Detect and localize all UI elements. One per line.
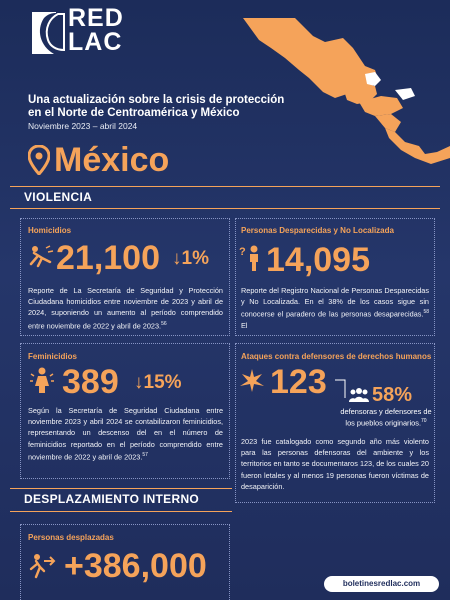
brand-line-1: RED [68, 4, 124, 32]
section-rule [10, 488, 232, 489]
section-violencia-title: VIOLENCIA [24, 190, 93, 204]
homicidios-trend: ↓1% [172, 248, 209, 269]
ataques-sub-caption: defensoras y defensores de los pueblos originarios. [340, 407, 432, 428]
desaparecidas-description [241, 285, 429, 331]
homicide-icon [28, 244, 54, 270]
section-rule [10, 208, 440, 209]
homicidios-value: 21,100 [56, 239, 160, 277]
feminicidios-value: 389 [62, 363, 119, 401]
homicidios-label: Homicidios [28, 226, 72, 235]
brand-name [68, 6, 124, 54]
country-name: México [54, 141, 170, 179]
location-pin-icon [28, 145, 50, 175]
section-desplazamiento-title: DESPLAZAMIENTO INTERNO [24, 492, 200, 506]
footer-url[interactable]: boletinesredlac.com [324, 576, 439, 592]
feminicidios-text: Según la Secretaría de Seguridad Ciudadana entre noviembre 2023 y abril 2024 se contabilizaron feminicidios, representando un descenso del en el número de feminicidios reportado en el período comprendido entre noviembre de 2022 y abril de 2023. [28, 406, 223, 462]
homicidios-text: Reporte de La Secretaría de Seguridad y Protección Ciudadana homicidios entre noviembre de 2023 y abril de 2024, suponiendo un aumento al período comprendido entre noviembre de 2022 y abril de 2023. [28, 286, 223, 331]
report-date-range: Noviembre 2023 – abril 2024 [28, 121, 138, 131]
ataques-sub-ref: 70 [421, 417, 427, 424]
ataques-sub-text [338, 408, 434, 428]
femicide-icon [28, 366, 56, 394]
homicidios-ref: 56 [161, 320, 167, 327]
feminicidios-ref: 57 [142, 451, 148, 458]
ataques-value: 123 [270, 363, 327, 401]
missing-person-icon [238, 244, 262, 272]
country-heading [28, 140, 169, 180]
desaparecidas-text: Reporte del Registro Nacional de Personas Desparecidas y No Localizada. En el 38% de los casos sigue sin conocerse el paradero de las personas desaparecidas. [241, 286, 429, 319]
desaparecidas-label: Personas Desparecidas y No Localizada [241, 226, 394, 235]
desplazadas-label: Personas desplazadas [28, 533, 114, 542]
displaced-person-icon [28, 553, 56, 579]
section-rule [10, 186, 440, 187]
group-icon [348, 388, 370, 404]
logo-mark-icon [30, 10, 70, 56]
feminicidios-description [28, 405, 223, 462]
brand-line-2: LAC [68, 28, 123, 56]
desaparecidas-value: 14,095 [266, 241, 370, 279]
desaparecidas-tail: El [241, 321, 248, 331]
report-title: Una actualización sobre la crisis de protección en el Norte de Centroamérica y México [28, 94, 285, 119]
ataques-description: 2023 fue catalogado como segundo año más violento para las personas defensoras del ambiente y los territorios en tanto se documentaros 123, de los cuales 20 fueron letales y al menos 19 personas fueron víctimas de desaparición. [241, 437, 429, 491]
feminicidios-trend: ↓15% [134, 372, 182, 393]
attack-icon [238, 366, 266, 394]
svg-text:?: ? [239, 246, 246, 258]
homicidios-description [28, 285, 223, 331]
desaparecidas-ref: 58 [423, 309, 429, 316]
ataques-sub-value: 58% [372, 384, 413, 406]
feminicidios-label: Feminicidios [28, 352, 77, 361]
desplazadas-value: +386,000 [64, 547, 207, 585]
section-rule [10, 511, 232, 512]
ataques-label: Ataques contra defensores de derechos humanos [241, 352, 432, 361]
